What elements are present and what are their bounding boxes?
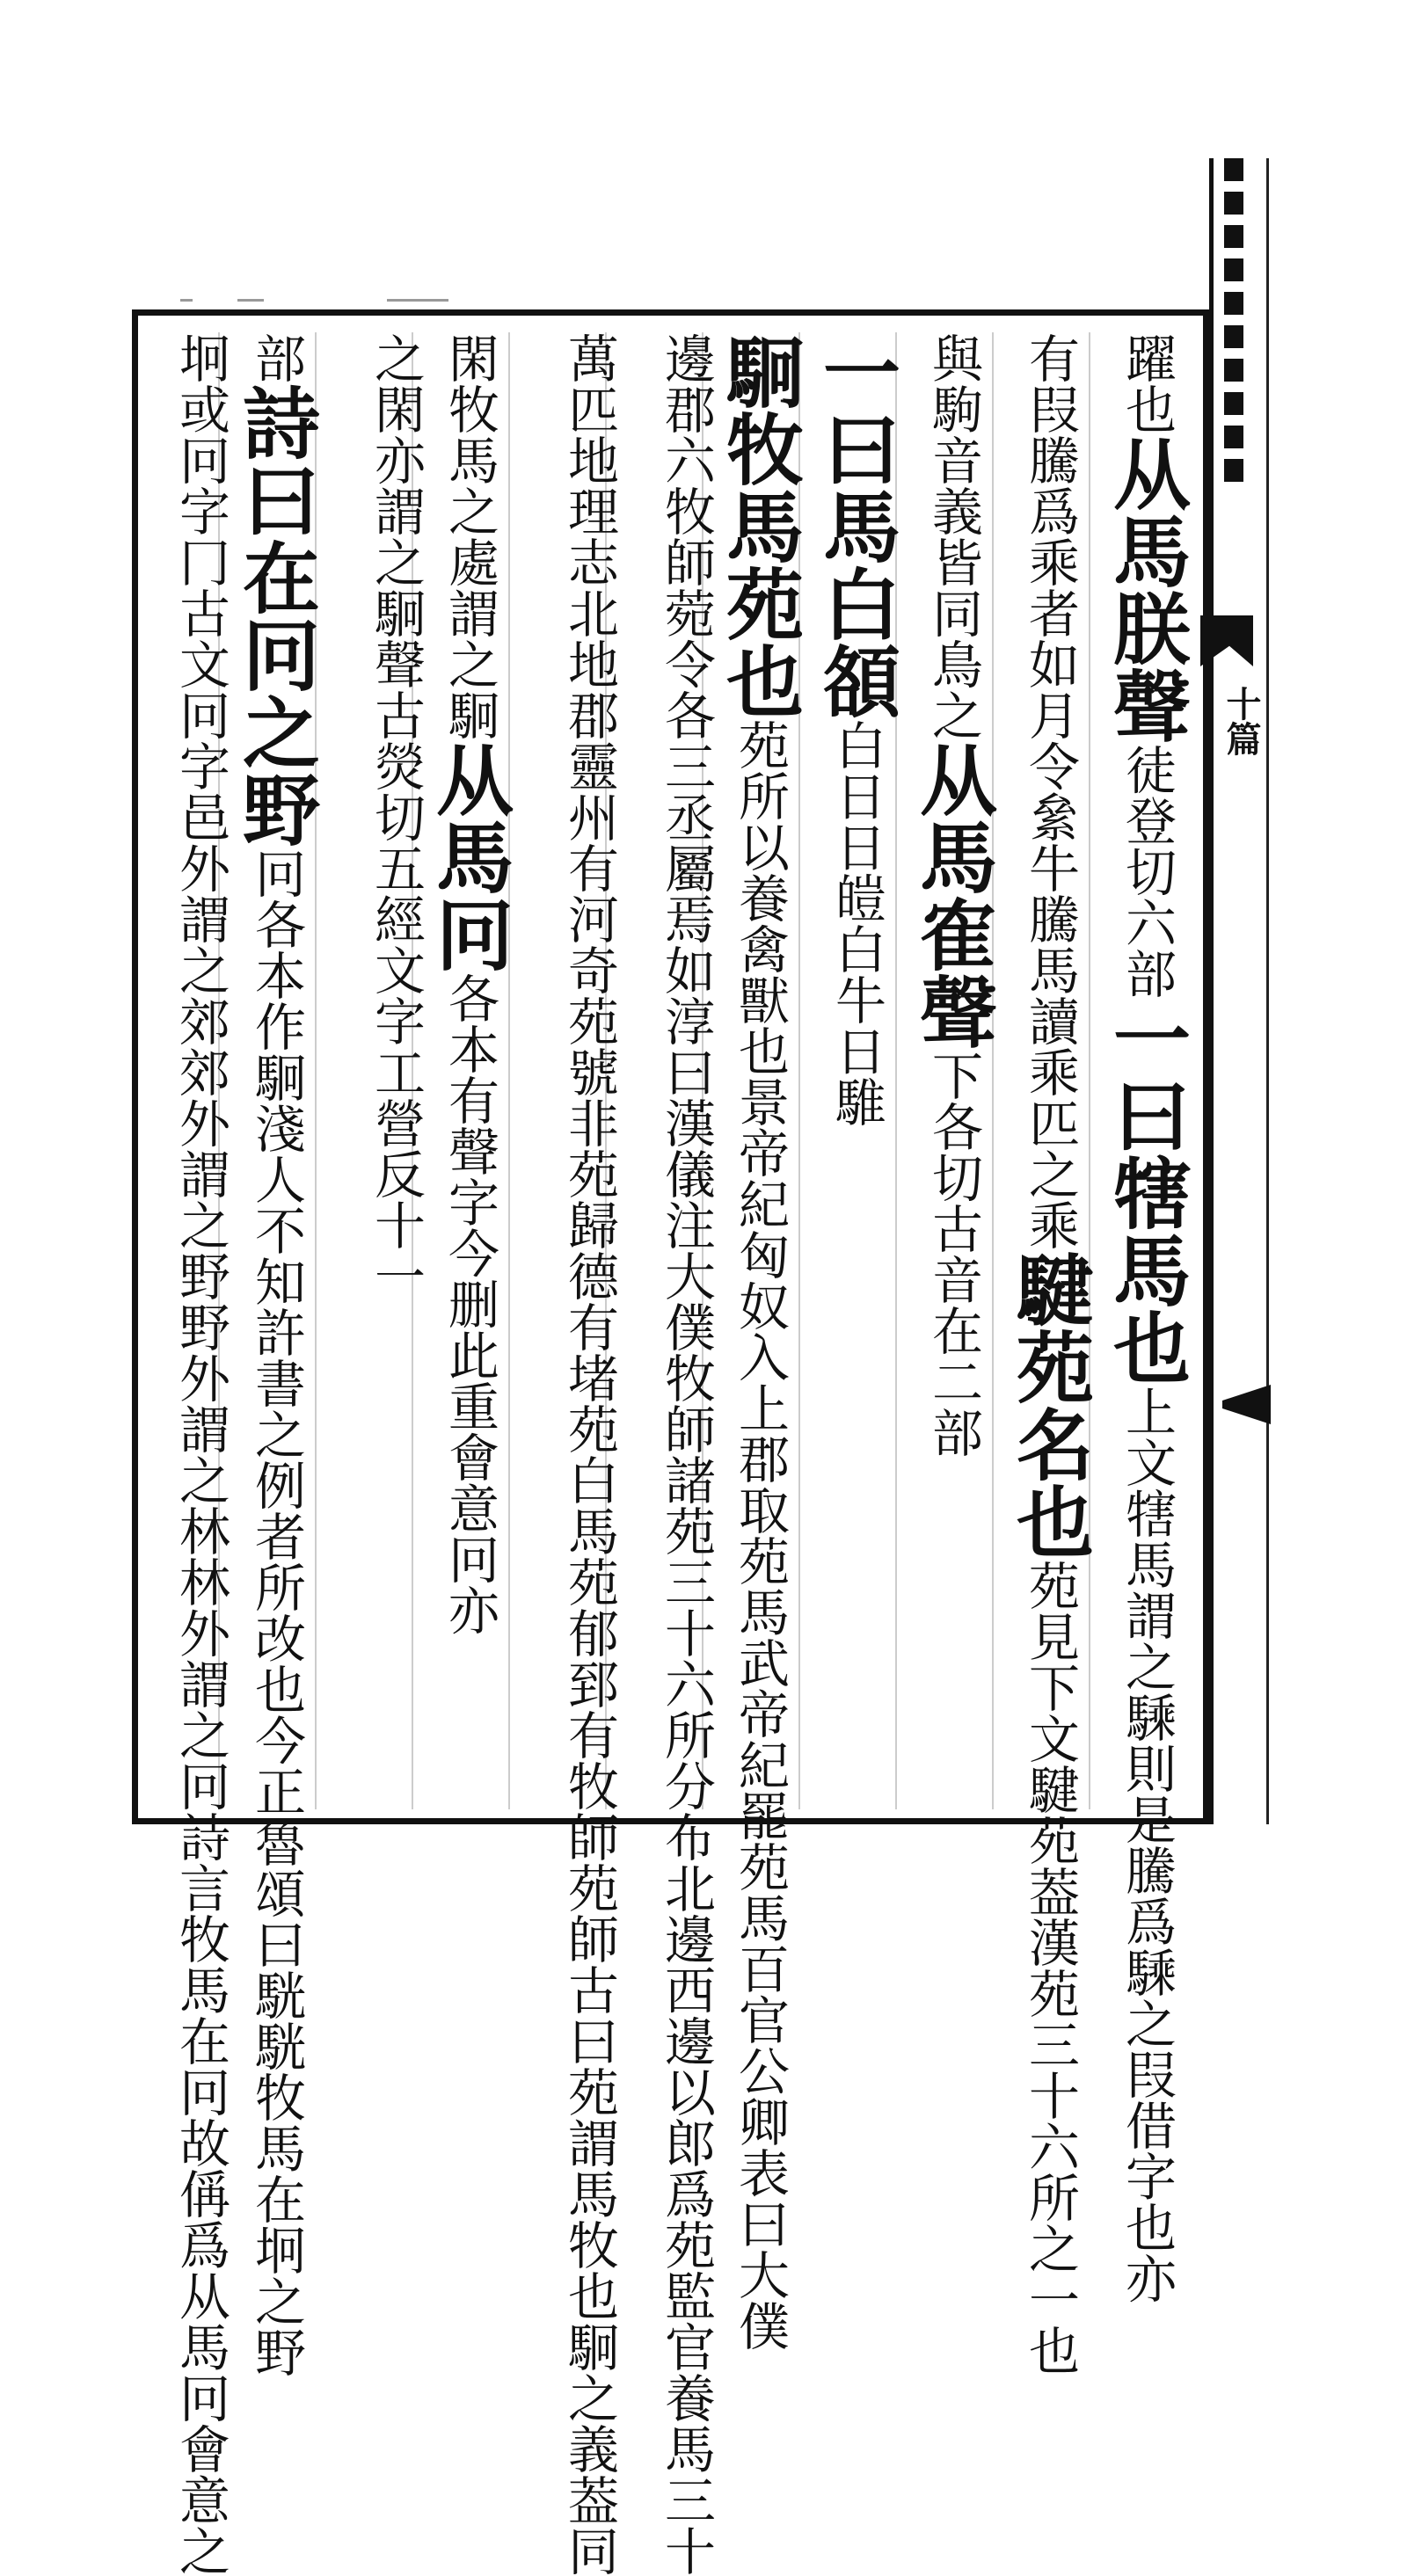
main-text: 駉牧馬苑也 [714,332,806,719]
commentary-text: 閑牧馬之處謂之駉 [440,332,499,740]
volume-label: 十篇 [1221,686,1262,756]
commentary-text: 下各切古音在二部 [923,1050,983,1458]
fore-edge-black-mouth [1224,158,1243,492]
commentary-text: 躍也 [1117,332,1177,434]
commentary-text: 白馬苑郁郅有牧師苑師古曰苑謂馬牧也駉之義葢同 [559,1454,619,2576]
fore-edge-line [1266,158,1269,1824]
commentary-text: 絫牛騰馬讀乘匹之乘 [1020,791,1080,1250]
text-column [992,332,1096,2376]
text-column [798,332,902,1809]
main-text: 从馬朕聲 [1101,434,1192,744]
text-column [218,332,322,2377]
text-column [605,332,716,2576]
commentary-text: 聲古熒切五經文字工營反十一 [366,638,426,1301]
commentary-text: 冋各本作駉淺人不知許書之例者所改也今正魯頌曰駫駫牧馬在坰之野 [246,848,306,2377]
commentary-text: 之閑亦謂之駉 [366,332,426,638]
text-column [412,332,515,1809]
main-text: 一曰馬白頟 [811,332,902,719]
commentary-text: 苑見下文騝苑葢漢苑三十六所之一也 [1020,1560,1080,2376]
commentary-text: 苑所以養禽獸也景帝紀匈奴入上郡取 [730,719,790,1535]
commentary-text: 白日 [827,719,886,821]
commentary-text: 上文犗馬謂之騬則是騰爲騬之叚借字也亦 [1117,1386,1177,2303]
text-column [1089,332,1192,2303]
commentary-text: 邊郡六牧師菀令各三丞屬焉如淳曰漢儀注大僕牧師 [656,332,716,1454]
commentary-text: 與駒音義皆同鳥之 [923,332,983,740]
print-speck [237,299,264,302]
commentary-text: 日皚白牛日騅 [827,821,886,1127]
main-text: 騝苑名也 [1004,1250,1096,1560]
commentary-text: 之林林外謂之冋詩言牧馬在冋故偁爲从馬冋會意之 [171,1454,230,2576]
commentary-text: 有叚騰爲乘者如月令 [1020,332,1080,791]
text-column [121,332,230,2576]
print-speck [387,299,448,302]
text-column [702,332,806,2351]
commentary-text: 徒登切六部 [1117,744,1177,999]
commentary-text: 諸苑三十六所分布北邊西邊以郎爲苑監官養馬三十 [656,1454,716,2576]
commentary-text: 萬匹地理志北地郡靈州有河奇苑號非苑歸德有堵苑 [559,332,619,1454]
main-text: 詩曰在冋之野 [230,383,322,848]
main-text: 从馬冋 [424,740,515,972]
main-text: 一曰犗馬也 [1101,999,1192,1386]
print-speck [180,299,193,302]
main-text: 从馬隺聲 [908,740,999,1050]
text-column [508,332,619,2576]
commentary-text: 坰或冋字冂古文冋字邑外謂之郊郊外謂之野野外謂 [171,332,230,1454]
commentary-text: 各本有聲字今删此重會意冋亦 [440,972,499,1635]
text-column [315,332,426,1809]
text-column [895,332,999,1809]
commentary-text: 苑馬武帝紀罷苑馬百官公卿表曰大僕 [730,1535,790,2351]
commentary-text: 部 [246,332,306,383]
